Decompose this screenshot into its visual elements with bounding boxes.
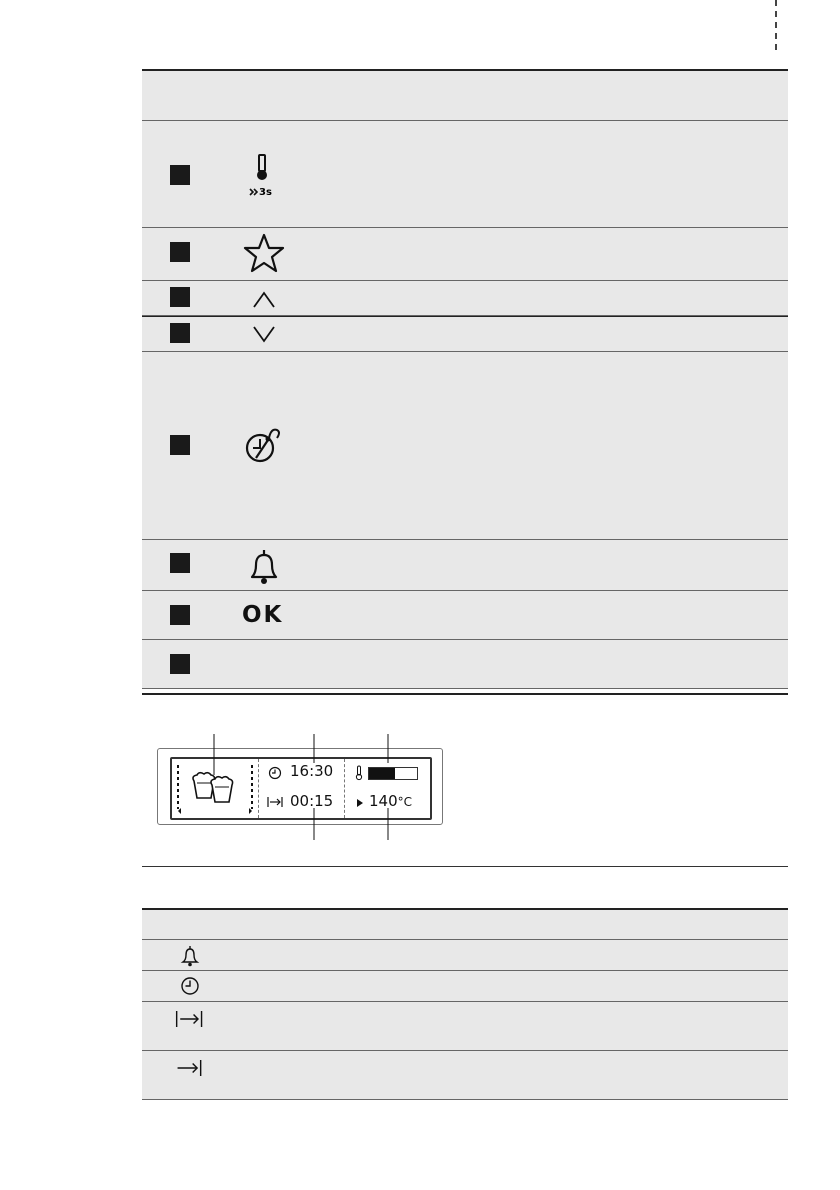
bell-icon: [174, 943, 206, 967]
symbol-row-3: [142, 1002, 788, 1051]
thermometer-3s-icon: [242, 153, 286, 203]
symbols-table: [142, 908, 788, 1100]
control-marker-3: [170, 287, 190, 307]
ok-label: OK: [242, 602, 284, 628]
symbol-row-2: [142, 971, 788, 1002]
control-marker-2: [170, 242, 190, 262]
play-arrow-icon: [356, 798, 364, 808]
star-icon: [242, 232, 286, 276]
heat-level-bar: [368, 767, 418, 780]
end-time-icon: [174, 1056, 206, 1080]
food-shelf-icon: [174, 761, 256, 816]
control-marker-4: [170, 323, 190, 343]
controls-table-end: [142, 693, 788, 695]
duration-icon: [174, 1007, 206, 1031]
control-marker-8: [170, 654, 190, 674]
display-temperature: [369, 792, 412, 810]
controls-table: [142, 69, 788, 695]
symbol-row-1: [142, 940, 788, 971]
control-row-3: [142, 281, 788, 316]
display-time: 16:30: [290, 762, 334, 780]
clock-icon: [174, 974, 206, 998]
section-divider: [142, 866, 788, 867]
control-row-7: [142, 591, 788, 640]
control-row-2: [142, 228, 788, 281]
control-row-4: [142, 316, 788, 352]
chevron-down-icon: [242, 321, 286, 349]
control-marker-5: [170, 435, 190, 455]
symbols-table-header: [142, 908, 788, 940]
symbol-row-4: [142, 1051, 788, 1100]
display-duration: 00:15: [290, 792, 334, 810]
thermometer-icon: [354, 765, 364, 781]
duration-icon: [266, 795, 284, 809]
control-marker-7: [170, 605, 190, 625]
ok-icon: [242, 597, 286, 633]
controls-table-header: [142, 69, 788, 121]
clock-probe-icon: [242, 424, 286, 468]
clock-icon: [268, 766, 282, 780]
temperature-unit: °C: [397, 795, 413, 809]
cut-line: [775, 0, 777, 50]
control-row-8: [142, 640, 788, 689]
three-seconds-label: 3s: [259, 187, 272, 198]
control-marker-1: [170, 165, 190, 185]
display-divider-2: [344, 759, 345, 818]
heat-level-fill: [369, 768, 395, 779]
display-divider-1: [258, 759, 259, 818]
bell-icon: [242, 543, 286, 587]
chevron-up-icon: [242, 285, 286, 313]
control-row-6: [142, 540, 788, 591]
temperature-value: 140: [369, 792, 398, 810]
oven-display: [157, 748, 443, 825]
display-screen: [170, 757, 432, 820]
control-row-1: [142, 121, 788, 228]
control-row-5: [142, 352, 788, 540]
control-marker-6: [170, 553, 190, 573]
